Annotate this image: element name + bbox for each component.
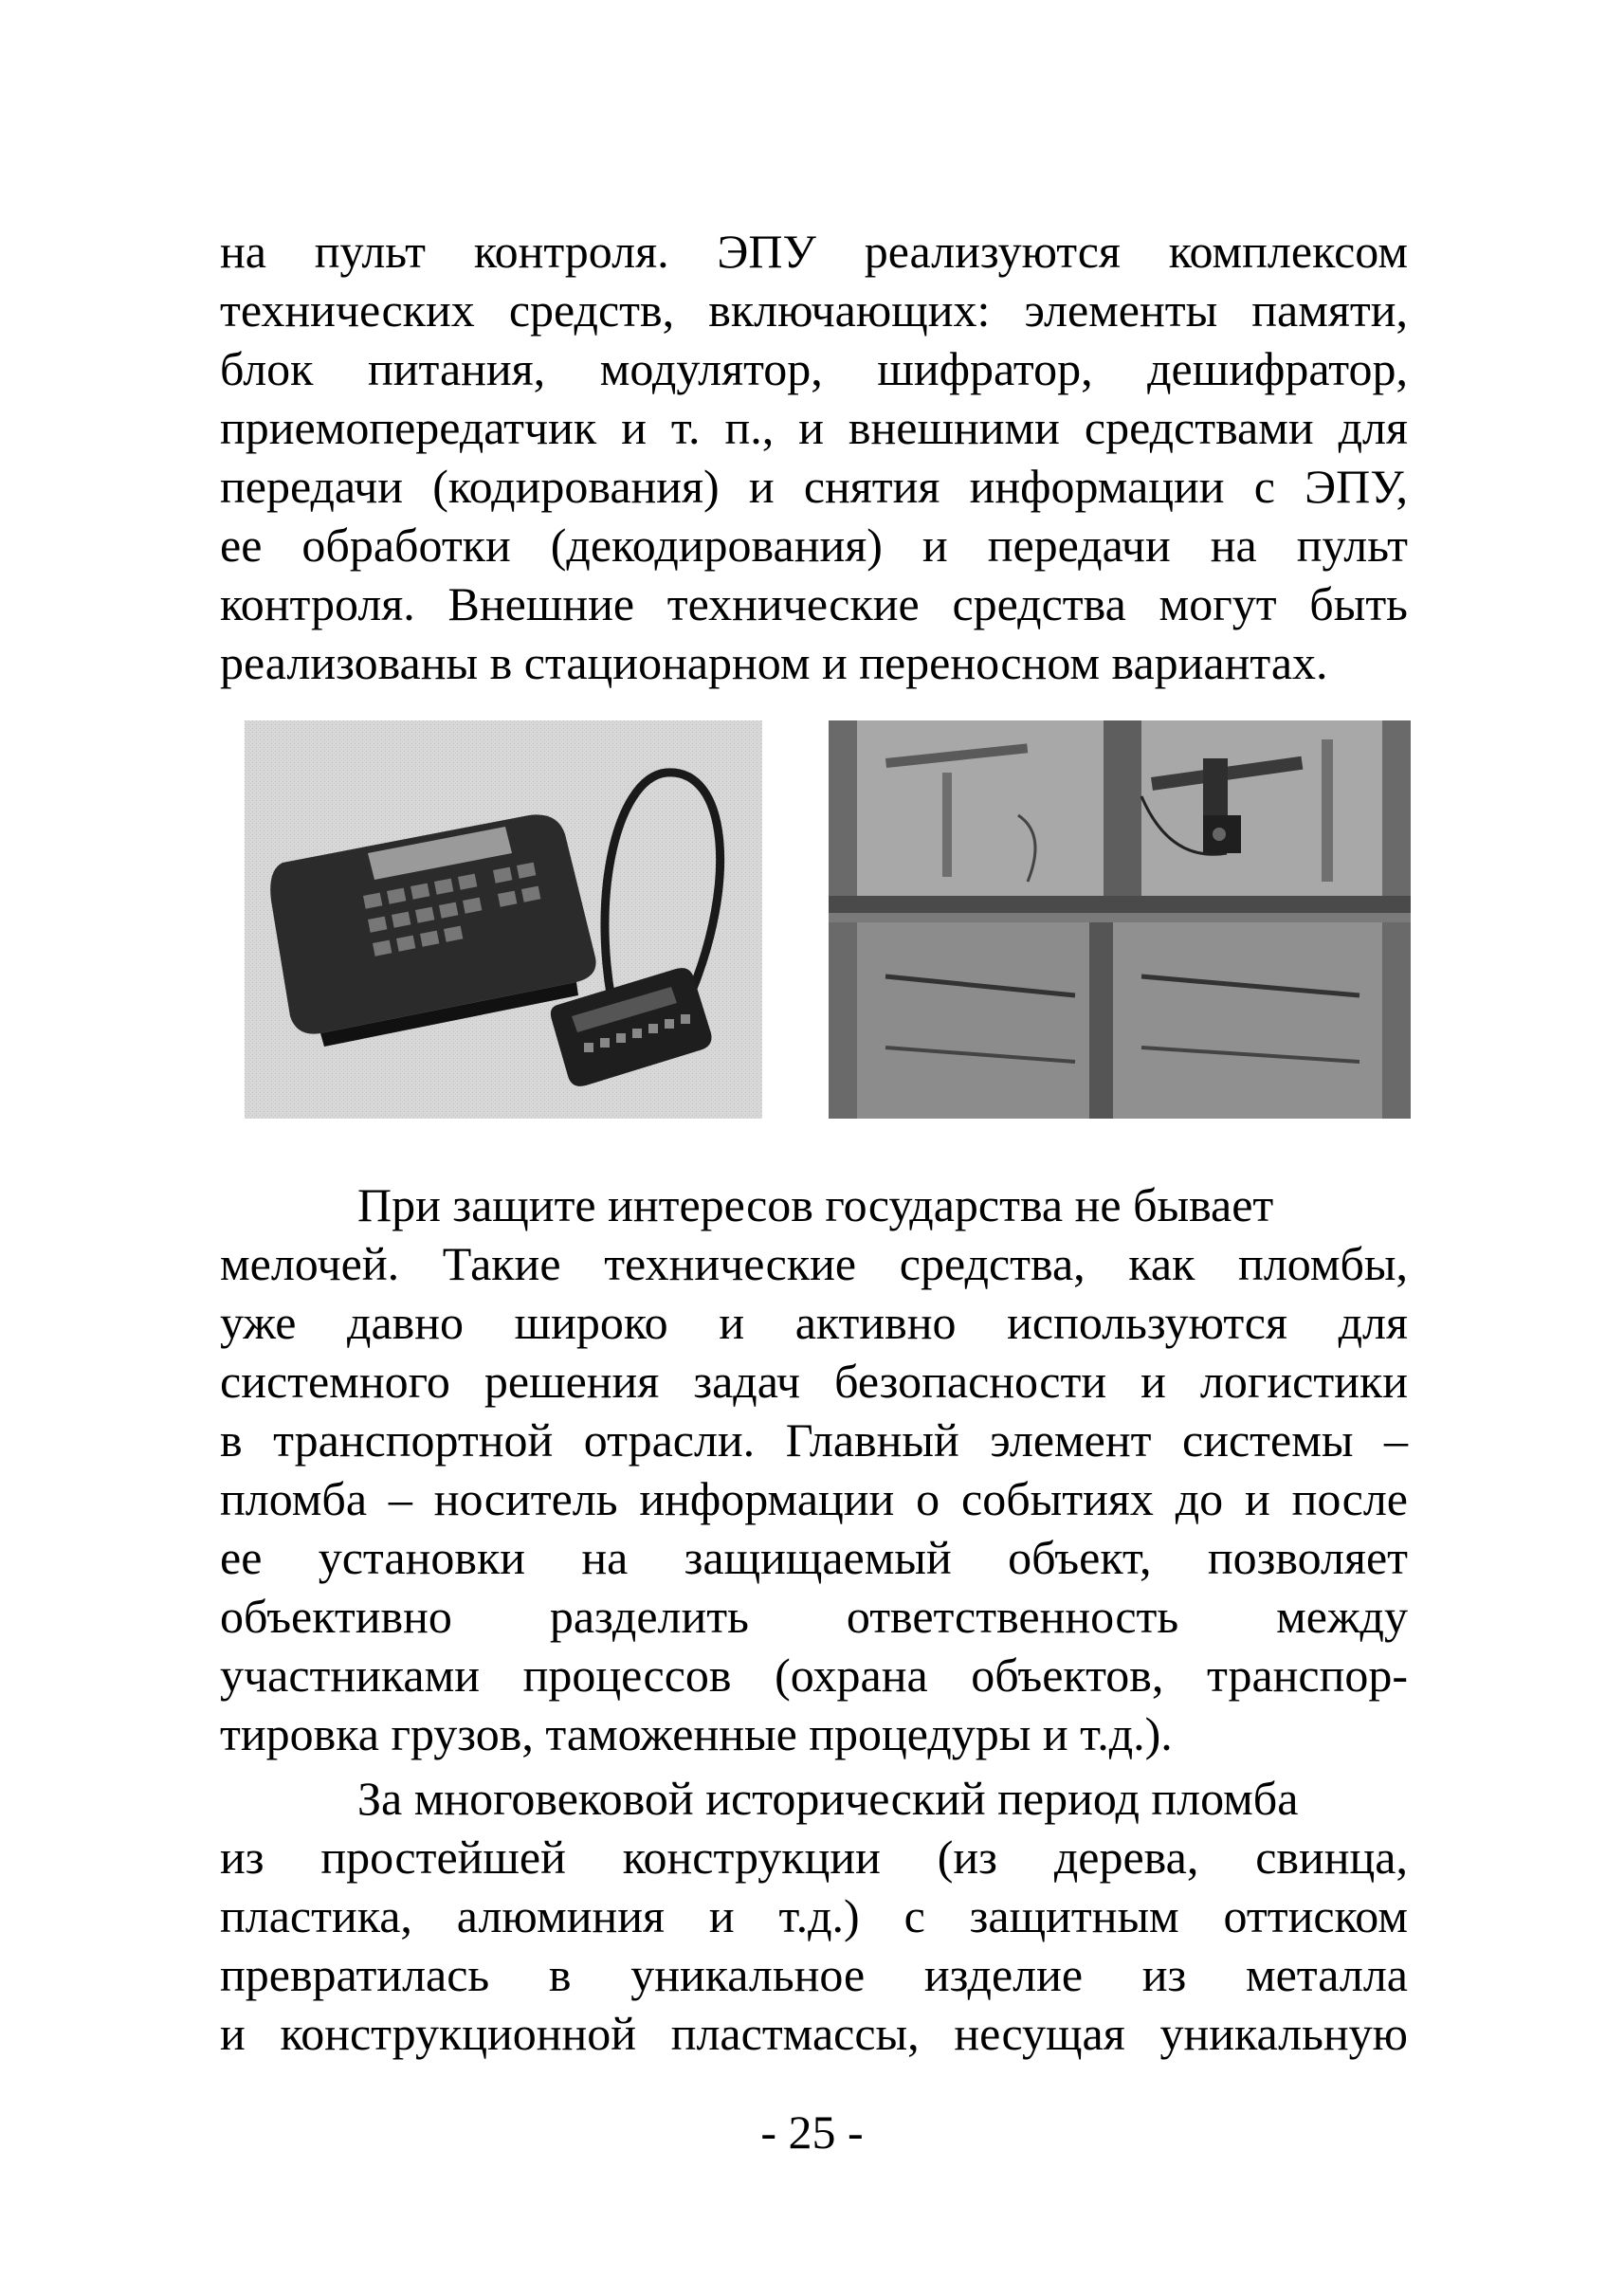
paragraph-1 <box>220 222 1408 692</box>
text-line: пластика, алюминия и т.д.) с защитным оттиском <box>220 1889 1408 1942</box>
text-line: на пульт контроля. ЭПУ реализуются комплексом <box>220 225 1408 278</box>
photo-seal-reader-device <box>245 720 762 1119</box>
text-line: и конструкционной пластмассы, несущая уникальную <box>220 2007 1408 2060</box>
text-line: из простейшей конструкции (из дерева, свинца, <box>220 1831 1408 1884</box>
text-line: передачи (кодирования) и снятия информации с ЭПУ, <box>220 460 1408 513</box>
paragraph-3 <box>220 1769 1408 2063</box>
text-line: участниками процессов (охрана объектов, транспор- <box>220 1649 1408 1702</box>
text-line: уже давно широко и активно используются для <box>220 1296 1408 1349</box>
text-line: в транспортной отрасли. Главный элемент системы – <box>220 1413 1408 1467</box>
text-line: технических средств, включающих: элементы памяти, <box>220 283 1408 337</box>
text-line: контроля. Внешние технические средства могут быть <box>220 577 1408 630</box>
paragraph-2 <box>220 1175 1408 1763</box>
text-line: блок питания, модулятор, шифратор, дешифратор, <box>220 342 1408 395</box>
text-line: объективно разделить ответственность между <box>220 1590 1408 1643</box>
text-line: приемопередатчик и т. п., и внешними средствами для <box>220 401 1408 454</box>
text-line: За многовековой исторический период пломба <box>357 1772 1299 1825</box>
text-line: превратилась в уникальное изделие из металла <box>220 1948 1408 2001</box>
text-line: При защите интересов государства не бывает <box>357 1178 1274 1231</box>
text-line: пломба – носитель информации о событиях до и после <box>220 1472 1408 1525</box>
text-line: реализованы в стационарном и переносном вариантах. <box>220 636 1328 689</box>
photo-freight-car-seal <box>829 720 1411 1119</box>
text-line: системного решения задач безопасности и логистики <box>220 1355 1408 1408</box>
page-number: - 25 - <box>760 2105 864 2159</box>
text-line: ее обработки (декодирования) и передачи на пульт <box>220 519 1408 572</box>
text-line: тировка грузов, таможенные процедуры и т.д.). <box>220 1707 1173 1760</box>
text-line: мелочей. Такие технические средства, как пломбы, <box>220 1237 1408 1290</box>
text-line: ее установки на защищаемый объект, позволяет <box>220 1531 1408 1584</box>
